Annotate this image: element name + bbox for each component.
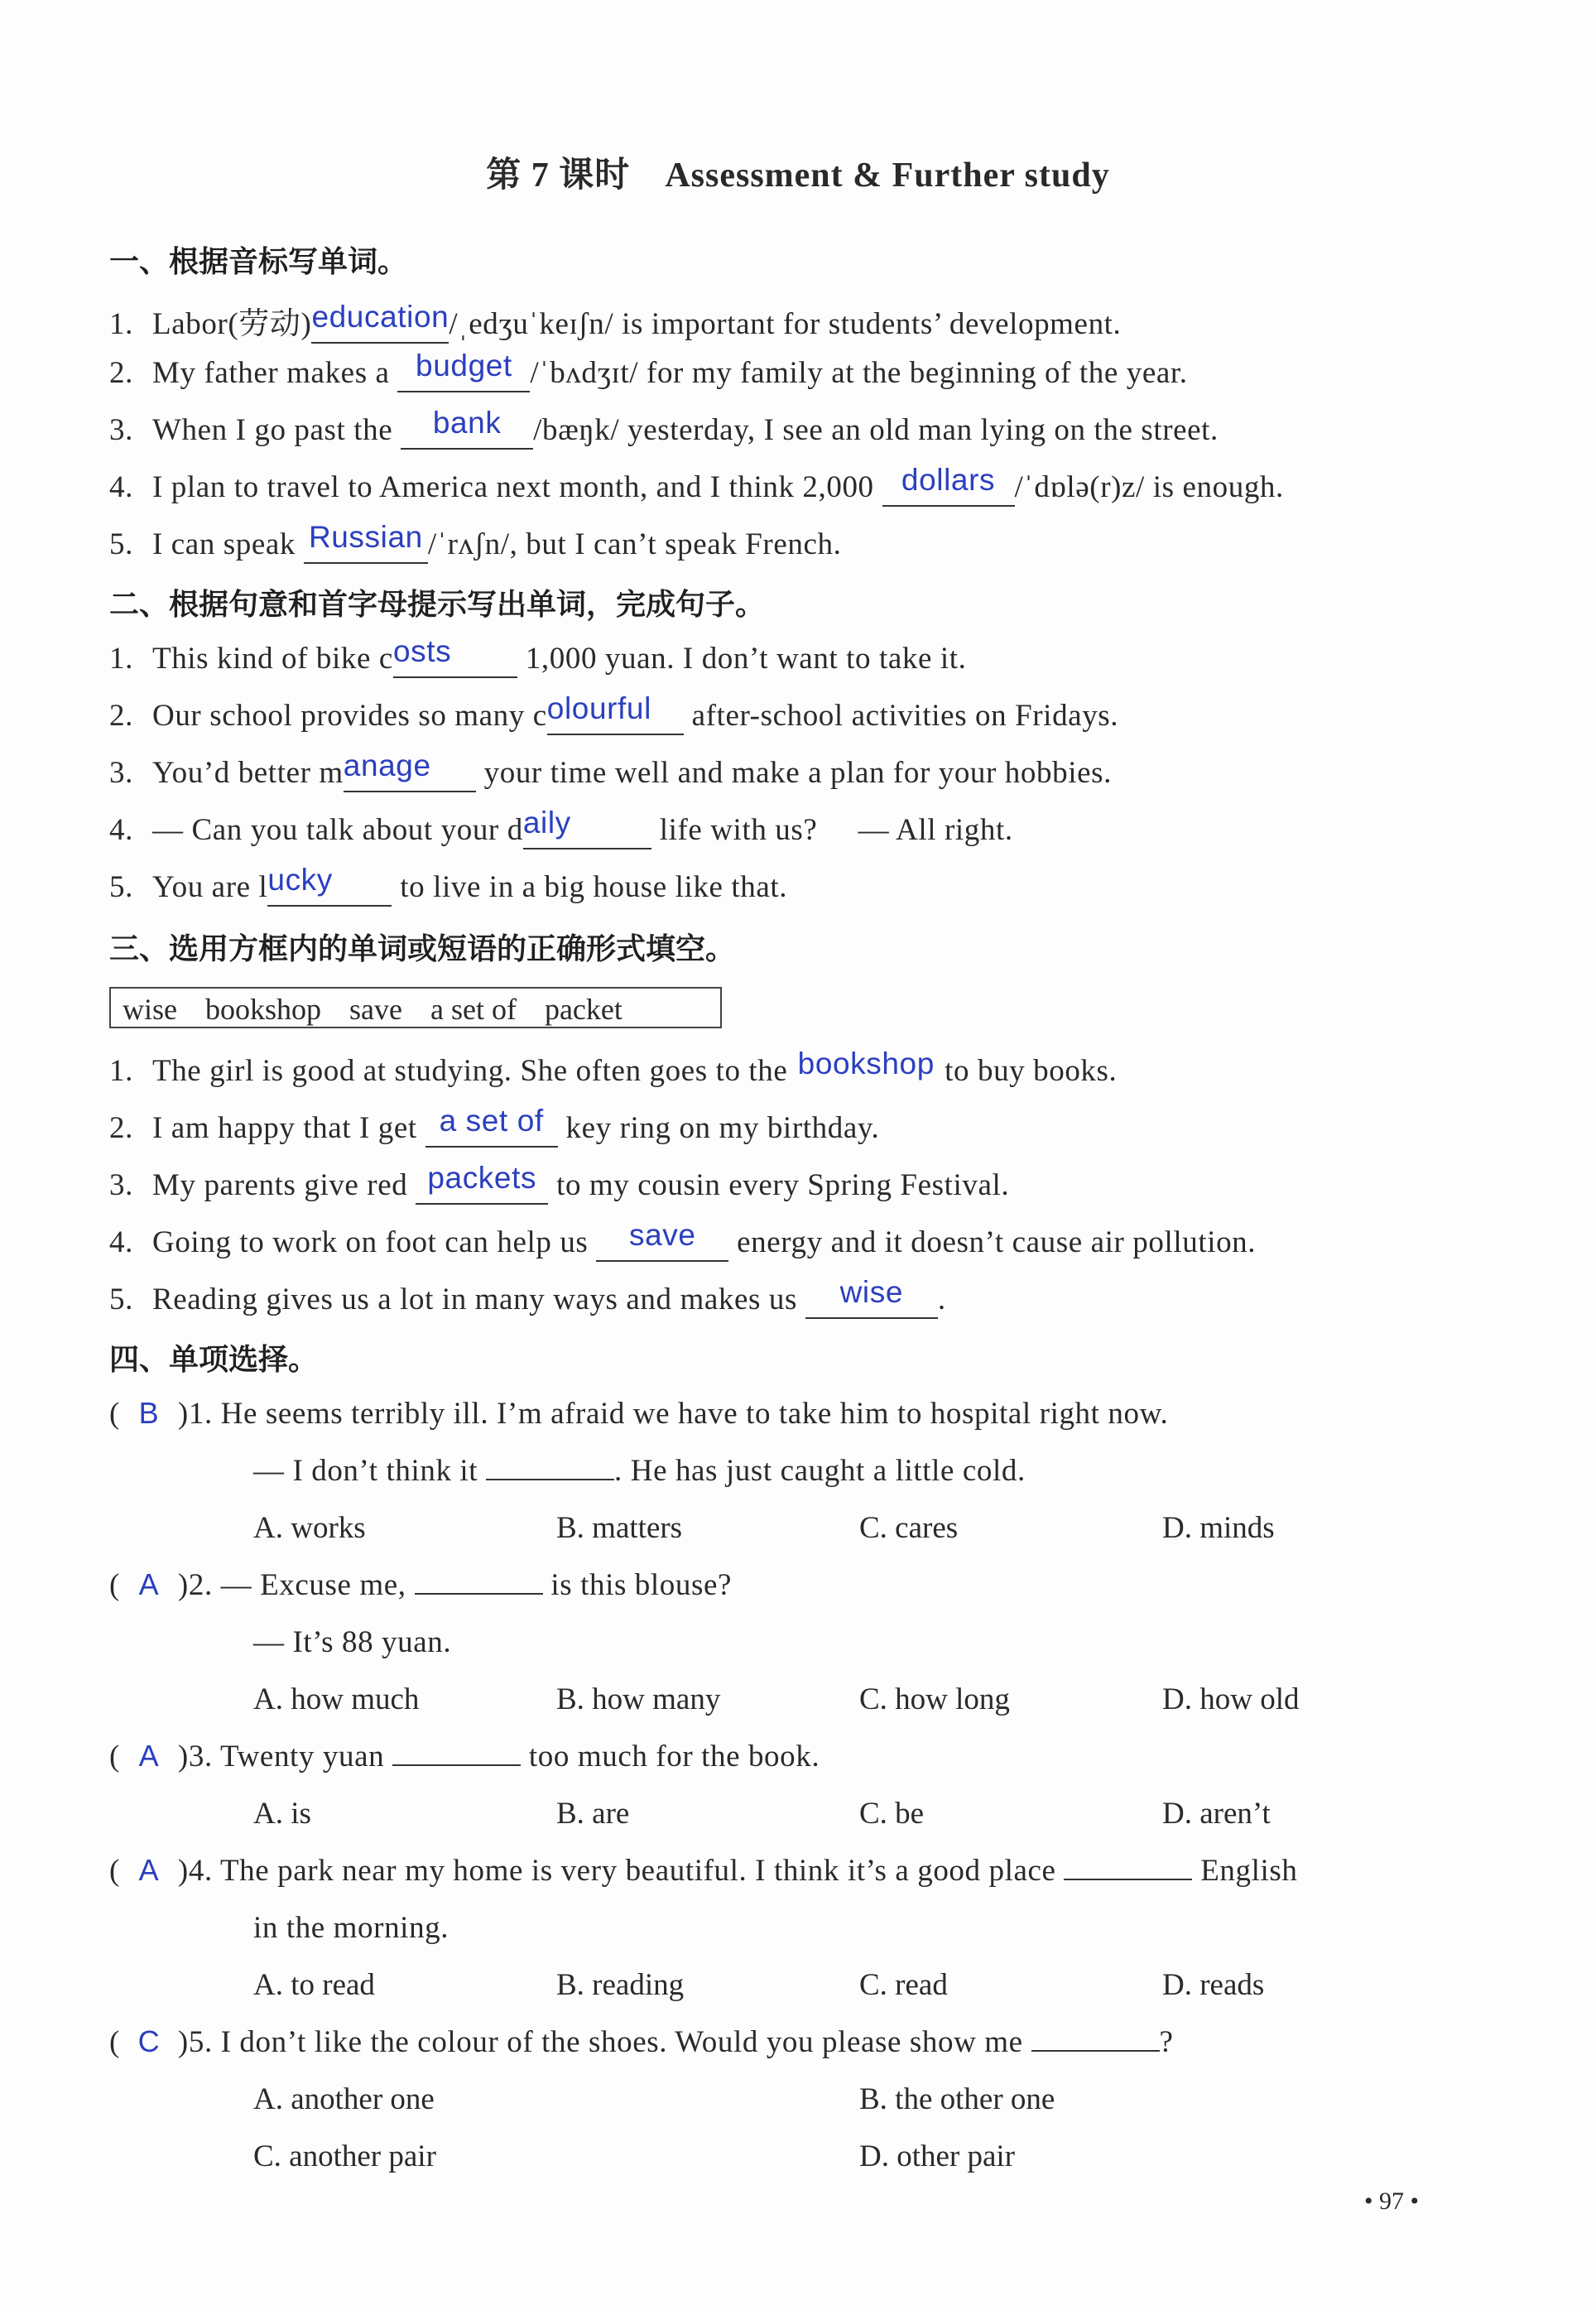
answer-blank[interactable]	[415, 1593, 543, 1595]
word-box	[109, 987, 722, 1028]
q4-option-a[interactable]: A. to read	[253, 1968, 375, 2002]
answer-blank[interactable]: dollars	[882, 469, 1015, 507]
answer-blank[interactable]: a set of	[425, 1110, 558, 1148]
section1-heading: 一、根据音标写单词。	[109, 245, 408, 279]
mc-question-2-line2: — It’s 88 yuan.	[253, 1625, 452, 1659]
box-word: packet	[544, 993, 623, 1026]
answer-blank[interactable]: ucky	[267, 869, 392, 907]
answer-blank[interactable]: packets	[416, 1167, 548, 1205]
q2-option-a[interactable]: A. how much	[253, 1682, 420, 1716]
answer-blank[interactable]: education	[311, 306, 449, 344]
page-number: • 97 •	[1364, 2187, 1420, 2215]
page-title	[0, 147, 1596, 197]
s2-item-3: 3. You’d better manage your time well and make a plan for your hobbies.	[109, 755, 1112, 792]
mc-answer[interactable]: A	[138, 1853, 160, 1887]
q1-option-d[interactable]: D. minds	[1162, 1511, 1275, 1545]
s3-item-5: 5. Reading gives us a lot in many ways and makes us wise .	[109, 1282, 946, 1319]
mc-question-1-line2: — I don’t think it . He has just caught a little cold.	[253, 1454, 1026, 1488]
s3-item-1: 1. The girl is good at studying. She often goes to the bookshop to buy books.	[109, 1053, 1117, 1090]
q4-option-b[interactable]: B. reading	[556, 1968, 685, 2002]
box-word: wise	[123, 993, 177, 1026]
s1-item-2: 2. My father makes a budget /ˈbʌdʒɪt/ for my family at the beginning of the year.	[109, 355, 1188, 392]
q4-option-d[interactable]: D. reads	[1162, 1968, 1265, 2002]
mc-question-5: ( C )5. I don’t like the colour of the shoes. Would you please show me ?	[109, 2024, 1174, 2059]
mc-answer[interactable]: A	[138, 1739, 160, 1773]
mc-question-3: ( A )3. Twenty yuan too much for the book.	[109, 1739, 820, 1773]
section2-heading: 二、根据句意和首字母提示写出单词，完成句子。	[109, 588, 766, 622]
q5-option-d[interactable]: D. other pair	[859, 2139, 1016, 2173]
mc-question-4-line2: in the morning.	[253, 1911, 449, 1945]
q5-option-a[interactable]: A. another one	[253, 2082, 435, 2116]
s2-item-2: 2. Our school provides so many colourful after-school activities on Fridays.	[109, 698, 1118, 735]
q2-option-d[interactable]: D. how old	[1162, 1682, 1300, 1716]
box-word: a set of	[430, 993, 517, 1026]
mc-answer[interactable]: B	[138, 1396, 160, 1430]
answer-blank[interactable]: bookshop	[797, 1047, 935, 1080]
q3-option-a[interactable]: A. is	[253, 1797, 311, 1831]
box-word: bookshop	[205, 993, 322, 1026]
s1-item-3: 3. When I go past the bank /bæŋk/ yesterday, I see an old man lying on the street.	[109, 412, 1219, 450]
mc-question-2: ( A )2. — Excuse me, is this blouse?	[109, 1567, 733, 1602]
mc-answer[interactable]: C	[137, 2024, 161, 2058]
title-en: Assessment & Further study	[665, 156, 1110, 195]
answer-blank[interactable]	[1031, 2050, 1160, 2052]
s3-item-4: 4. Going to work on foot can help us save energy and it doesn’t cause air pollution.	[109, 1225, 1256, 1262]
answer-blank[interactable]: anage	[344, 755, 476, 792]
s2-item-4: 4. — Can you talk about your daily life with us? — All right.	[109, 812, 1013, 849]
q3-option-c[interactable]: C. be	[859, 1797, 925, 1831]
q1-option-b[interactable]: B. matters	[556, 1511, 683, 1545]
q2-option-b[interactable]: B. how many	[556, 1682, 721, 1716]
mc-question-1: ( B )1. He seems terribly ill. I’m afraid we have to take him to hospital right now.	[109, 1396, 1169, 1431]
q5-option-b[interactable]: B. the other one	[859, 2082, 1055, 2116]
mc-question-4: ( A )4. The park near my home is very beautiful. I think it’s a good place English	[109, 1853, 1298, 1888]
q1-option-a[interactable]: A. works	[253, 1511, 366, 1545]
answer-blank[interactable]: Russian	[304, 527, 428, 564]
q1-option-c[interactable]: C. cares	[859, 1511, 959, 1545]
title-cn: 第 7 课时	[486, 156, 631, 195]
s1-item-4: 4. I plan to travel to America next month, and I think 2,000 dollars /ˈdɒlə(r)z/ is enough.	[109, 469, 1284, 507]
answer-blank[interactable]	[392, 1764, 521, 1766]
section4-heading: 四、单项选择。	[109, 1343, 319, 1377]
answer-blank[interactable]: olourful	[547, 698, 684, 735]
answer-blank[interactable]	[1064, 1879, 1192, 1880]
q3-option-b[interactable]: B. are	[556, 1797, 630, 1831]
answer-blank[interactable]: bank	[401, 412, 533, 450]
box-word: save	[349, 993, 402, 1026]
answer-blank[interactable]: save	[596, 1225, 728, 1262]
answer-blank[interactable]: aily	[523, 812, 651, 849]
s3-item-2: 2. I am happy that I get a set of key ring on my birthday.	[109, 1110, 879, 1148]
mc-answer[interactable]: A	[138, 1567, 160, 1601]
answer-blank[interactable]: budget	[397, 355, 530, 392]
q2-option-c[interactable]: C. how long	[859, 1682, 1010, 1716]
s3-item-3: 3. My parents give red packets to my cousin every Spring Festival.	[109, 1167, 1009, 1205]
q4-option-c[interactable]: C. read	[859, 1968, 948, 2002]
s1-item-5: 5. I can speak Russian /ˈrʌʃn/, but I can’t speak French.	[109, 527, 841, 564]
q5-option-c[interactable]: C. another pair	[253, 2139, 436, 2173]
answer-blank[interactable]: osts	[393, 641, 517, 678]
answer-blank[interactable]: wise	[805, 1282, 938, 1319]
s2-item-1: 1. This kind of bike costs 1,000 yuan. I don’t want to take it.	[109, 641, 966, 678]
s1-item-1: 1. Labor(劳动)education/ˌedʒuˈkeɪʃn/ is important for students’ development.	[109, 298, 1121, 344]
section3-heading: 三、选用方框内的单词或短语的正确形式填空。	[109, 932, 736, 966]
s2-item-5: 5. You are lucky to live in a big house like that.	[109, 869, 787, 907]
answer-blank[interactable]	[486, 1479, 614, 1480]
q3-option-d[interactable]: D. aren’t	[1162, 1797, 1271, 1831]
